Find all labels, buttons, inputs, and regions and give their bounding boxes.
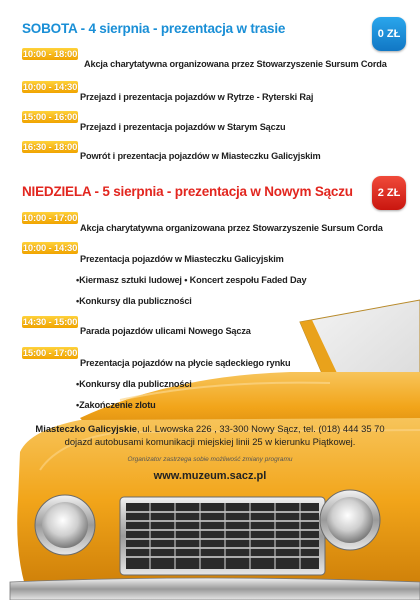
saturday-event-3: Przejazd i prezentacja pojazdów w Starym Sączu [80,122,286,132]
sunday-event-3: Parada pojazdów ulicami Nowego Sącza [80,326,251,336]
website-link[interactable]: www.muzeum.sacz.pl [153,470,267,482]
sunday-event-1: Akcja charytatywna organizowana przez Stowarzyszenie Sursum Corda [80,223,383,233]
sunday-time-1: 10:00 - 17:00 [22,212,78,224]
sunday-time-3: 14:30 - 15:00 [22,316,78,328]
sunday-bullet-1: •Kiermasz sztuki ludowej • Koncert zespołu Faded Day [76,275,307,285]
sunday-bullet-4: •Zakończenie zlotu [76,400,156,410]
sunday-event-2: Prezentacja pojazdów w Miasteczku Galicyjskim [80,254,284,264]
sunday-time-2: 10:00 - 14:30 [22,242,78,254]
sunday-bullet-3: •Konkursy dla publiczności [76,379,192,389]
sunday-bullet-2: •Konkursy dla publiczności [76,296,192,306]
saturday-event-2: Przejazd i prezentacja pojazdów w Rytrze - Ryterski Raj [80,92,314,102]
sunday-event-4: Prezentacja pojazdów na płycie sądeckiego rynku [80,358,291,368]
venue-name: Miasteczko Galicyjskie [35,423,138,434]
saturday-time-1: 10:00 - 18:00 [22,48,78,60]
saturday-event-4: Powrót i prezentacja pojazdów w Miasteczku Galicyjskim [80,151,321,161]
sunday-price-badge: 2 ZŁ [372,176,406,210]
address-text: , ul. Lwowska 226 , 33-300 Nowy Sącz, tel. (018) 444 35 70 [137,423,385,434]
saturday-event-1: Akcja charytatywna organizowana przez Stowarzyszenie Sursum Corda [84,59,387,69]
sunday-time-4: 15:00 - 17:00 [22,347,78,359]
saturday-time-2: 10:00 - 14:30 [22,81,78,93]
saturday-price-badge: 0 ZŁ [372,17,406,51]
saturday-heading: SOBOTA - 4 sierpnia - prezentacja w trasie [22,21,286,36]
saturday-time-3: 15:00 - 16:00 [22,111,78,123]
organizer-note: Organizator zastrzega sobie możliwość zmiany programu [127,456,293,463]
venue-address [0,423,420,434]
sunday-heading: NIEDZIELA - 5 sierpnia - prezentacja w Nowym Sączu [22,184,353,199]
saturday-time-4: 16:30 - 18:00 [22,141,78,153]
transport-info: dojazd autobusami komunikacji miejskiej linii 25 w kierunku Piątkowej. [64,436,356,447]
